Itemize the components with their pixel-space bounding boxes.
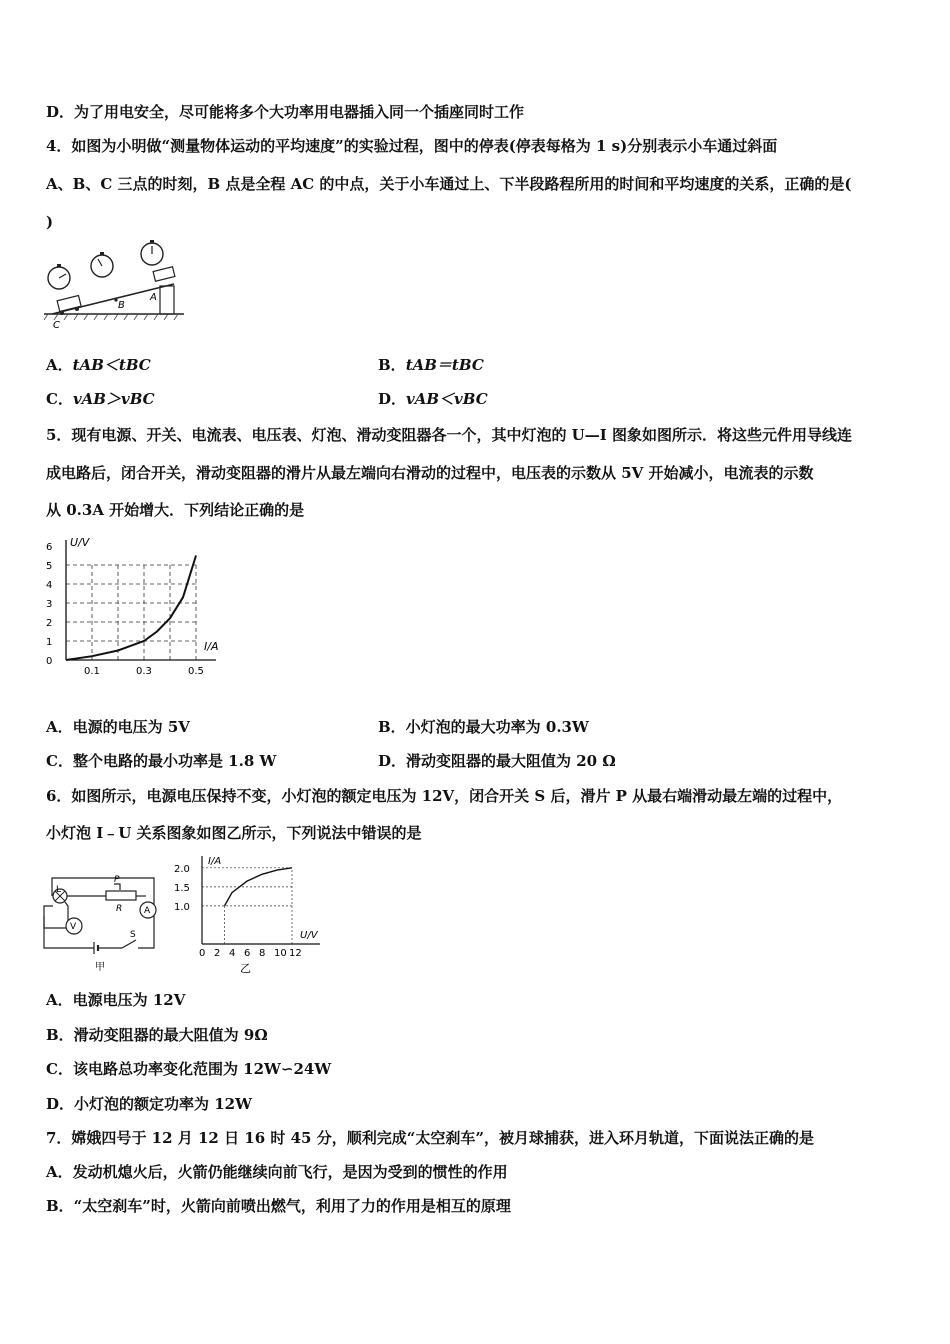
stopwatch-c-icon — [48, 264, 70, 289]
q4-option-d-text: vAB＜vBC — [406, 390, 488, 408]
y-tick-label: 4 — [46, 580, 53, 591]
circuit-label-l: L — [56, 885, 62, 895]
label-b: B — [118, 300, 125, 311]
x-tick-label: 0.1 — [84, 666, 100, 677]
q6-option-d: D．小灯泡的额定功率为 12W — [46, 1095, 252, 1113]
stopwatch-a-icon — [141, 240, 163, 265]
q6-option-b: B．滑动变阻器的最大阻值为 9Ω — [46, 1026, 268, 1044]
q4-option-d-prefix: D． — [378, 390, 407, 408]
circuit-label-s: S — [130, 930, 136, 940]
x-tick-label: 6 — [244, 948, 251, 959]
y-tick-label: 1.5 — [174, 882, 190, 894]
q4-stem-line3: ) — [46, 213, 54, 231]
x-tick-label: 2 — [214, 948, 221, 959]
q5-option-b: B．小灯泡的最大功率为 0.3W — [378, 718, 589, 736]
q4-option-d — [378, 389, 488, 409]
q5-option-a: A．电源的电压为 5V — [46, 718, 190, 736]
q4-incline-figure — [44, 236, 189, 332]
y-tick-label: 3 — [46, 599, 53, 610]
q7-option-b: B．“太空刹车”时，火箭向前喷出燃气，利用了力的作用是相互的原理 — [46, 1197, 511, 1215]
label-c: C — [53, 320, 60, 331]
x-tick-label: 4 — [229, 948, 236, 959]
x-tick-label: 0.5 — [188, 666, 204, 677]
x-axis-label: I/A — [204, 640, 219, 653]
q6-circuit-diagram — [40, 866, 165, 976]
y-tick-label: 1 — [46, 637, 53, 648]
q4-option-b-text: tAB＝tBC — [405, 356, 484, 374]
q5-stem-line3: 从 0.3A 开始增大．下列结论正确的是 — [46, 501, 305, 519]
y-axis-label: U/V — [70, 536, 90, 549]
circuit-caption: 甲 — [95, 962, 105, 973]
x-tick-label: 10 — [274, 948, 287, 959]
y-tick-label: 2.0 — [174, 863, 190, 875]
q7-option-a: A．发动机熄火后，火箭仍能继续向前飞行，是因为受到的惯性的作用 — [46, 1163, 508, 1181]
q4-option-c — [46, 389, 155, 409]
x-tick-label: 12 — [289, 948, 302, 959]
circuit-label-r: R — [116, 904, 123, 914]
rheostat-icon — [106, 891, 136, 900]
q6-option-c: C．该电路总功率变化范围为 12W∽24W — [46, 1060, 332, 1078]
q5-option-c: C．整个电路的最小功率是 1.8 W — [46, 752, 277, 770]
x-tick-label: 0 — [199, 948, 206, 959]
switch-icon — [122, 940, 136, 948]
q4-option-a-prefix: A． — [46, 356, 73, 374]
q5-stem-line2: 成电路后，闭合开关，滑动变阻器的滑片从最左端向右滑动的过程中，电压表的示数从 5V 开始减小，电流表的示数 — [46, 464, 814, 482]
y-tick-label: 0 — [46, 656, 53, 667]
x-tick-label: 8 — [259, 948, 266, 959]
q5-option-d: D．滑动变阻器的最大阻值为 20 Ω — [378, 752, 616, 770]
q4-option-a-text: tAB＜tBC — [72, 356, 151, 374]
circuit-label-a: A — [144, 906, 151, 916]
q6-stem-line1: 6．如图所示，电源电压保持不变，小灯泡的额定电压为 12V，闭合开关 S 后，滑片 P 从最右端滑动最左端的过程中， — [46, 787, 843, 805]
cart-a — [153, 267, 175, 282]
q3-option-d: D．为了用电安全，尽可能将多个大功率用电器插入同一个插座同时工作 — [46, 103, 525, 121]
cart-c — [57, 295, 81, 315]
circuit-label-v: V — [70, 922, 77, 932]
ui-curve — [66, 556, 196, 661]
q5-stem-line1: 5．现有电源、开关、电流表、电压表、灯泡、滑动变阻器各一个，其中灯泡的 U—I 图象如图所示．将这些元件用导线连 — [46, 426, 852, 444]
q6-iu-chart — [170, 852, 330, 976]
q4-stem-line1: 4．如图为小明做“测量物体运动的平均速度”的实验过程，图中的停表(停表每格为 1 s)分别表示小车通过斜面 — [46, 137, 778, 155]
circuit-label-p: P — [114, 875, 120, 885]
q4-option-b-prefix: B． — [378, 356, 406, 374]
q4-option-a — [46, 355, 151, 375]
chart-caption: 乙 — [240, 962, 251, 975]
y-axis-label: I/A — [208, 856, 222, 867]
q7-stem-line1: 7．嫦娥四号于 12 月 12 日 16 时 45 分，顺利完成“太空刹车”，被月球捕获，进入环月轨道，下面说法正确的是 — [46, 1129, 814, 1147]
q6-option-a: A．电源电压为 12V — [46, 991, 186, 1009]
x-axis-label: U/V — [300, 930, 318, 941]
label-a: A — [150, 292, 157, 303]
q4-option-c-text: vAB＞vBC — [72, 390, 155, 408]
q4-option-c-prefix: C． — [46, 390, 73, 408]
y-tick-label: 5 — [46, 561, 53, 572]
y-tick-label: 1.0 — [174, 901, 190, 913]
y-tick-label: 6 — [46, 542, 53, 553]
q5-ui-chart — [40, 532, 240, 682]
y-tick-label: 2 — [46, 618, 53, 629]
q6-stem-line2: 小灯泡 I﹣U 关系图象如图乙所示，下列说法中错误的是 — [46, 824, 422, 842]
q4-option-b — [378, 355, 484, 375]
q4-stem-line2: A、B、C 三点的时刻，B 点是全程 AC 的中点，关于小车通过上、下半段路程所用的时间和平均速度的关系，正确的是( — [46, 175, 852, 193]
stopwatch-b-icon — [91, 252, 113, 277]
x-tick-label: 0.3 — [136, 666, 152, 677]
